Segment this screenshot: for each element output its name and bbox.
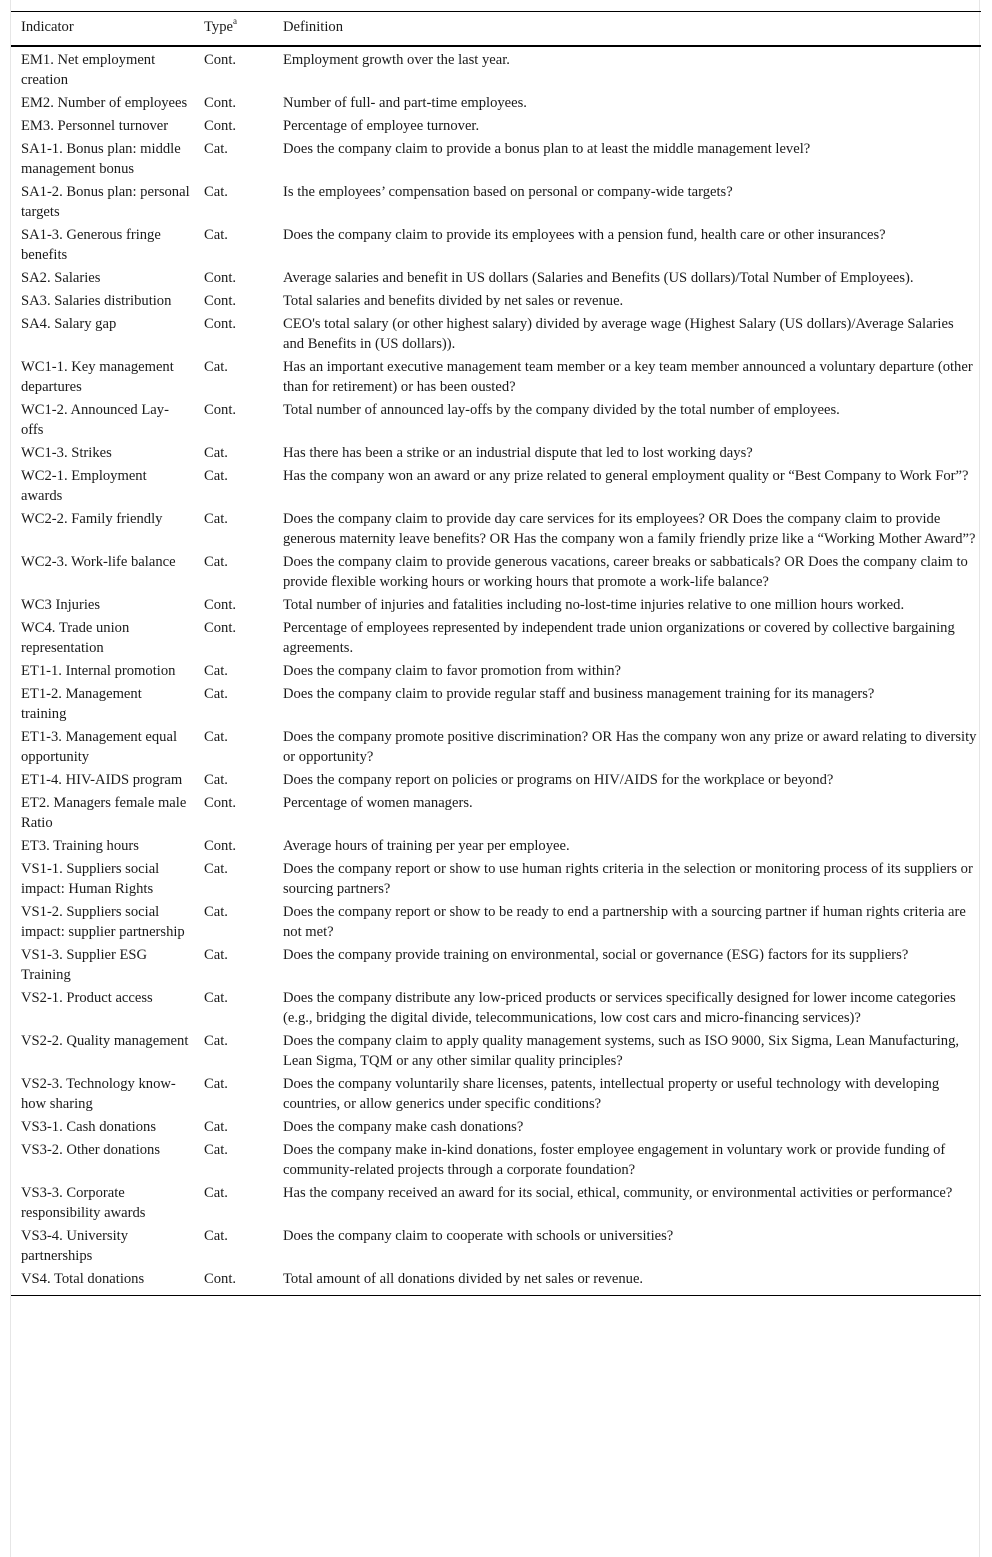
cell-indicator: ET1-1. Internal promotion	[21, 663, 176, 679]
table-row	[11, 858, 981, 901]
cell-indicator: WC4. Trade union representation	[21, 620, 130, 656]
cell-definition: Does the company provide training on environmental, social or governance (ESG) factors for its suppliers?	[283, 947, 909, 963]
cell-type: Cont.	[194, 1268, 273, 1296]
cell-indicator: SA1-3. Generous fringe benefits	[21, 227, 161, 263]
header-type-footnote-marker: a	[232, 16, 237, 27]
cell-indicator: SA4. Salary gap	[21, 316, 117, 332]
cell-definition: Percentage of employee turnover.	[283, 118, 480, 134]
cell-definition: Is the employees’ compensation based on personal or company-wide targets?	[283, 184, 733, 200]
header-type	[194, 12, 273, 47]
cell-definition: Employment growth over the last year.	[283, 52, 510, 68]
header-indicator: Indicator	[11, 12, 194, 47]
cell-definition: Has there has been a strike or an industrial dispute that led to lost working days?	[283, 445, 753, 461]
cell-type: Cat.	[204, 511, 228, 527]
cell-definition: Does the company report on policies or programs on HIV/AIDS for the workplace or beyond?	[283, 772, 834, 788]
cell-indicator: WC2-2. Family friendly	[21, 511, 163, 527]
table-row	[11, 356, 981, 399]
table-row	[11, 399, 981, 442]
table-row	[11, 551, 981, 594]
cell-indicator: VS2-3. Technology know-how sharing	[21, 1076, 176, 1112]
cell-type: Cont.	[204, 118, 237, 134]
cell-type: Cont.	[204, 795, 237, 811]
cell-type: Cat.	[204, 861, 228, 877]
cell-definition: Does the company claim to apply quality management systems, such as ISO 9000, Six Sigma, Lean Manufacturing, Lean Sigma, TQM or any other similar quality principles?	[283, 1033, 960, 1069]
cell-definition: Does the company promote positive discrimination? OR Has the company won any prize or award relating to diversity or opportunity?	[283, 729, 977, 765]
table-row	[11, 313, 981, 356]
cell-type: Cat.	[204, 184, 228, 200]
table-body	[11, 46, 981, 1296]
table-row	[11, 465, 981, 508]
cell-type: Cat.	[204, 947, 228, 963]
cell-type: Cat.	[204, 729, 228, 745]
cell-definition: Has the company won an award or any prize related to general employment quality or “Best Company to Work For”?	[283, 468, 969, 484]
table-row	[11, 138, 981, 181]
indicator-table	[11, 11, 981, 1296]
cell-type: Cat.	[204, 227, 228, 243]
cell-definition: Total amount of all donations divided by net sales or revenue.	[273, 1268, 981, 1296]
cell-definition: CEO's total salary (or other highest salary) divided by average wage (Highest Salary (US dollars)/Average Salaries and Benefits in (US dollars)).	[283, 316, 954, 352]
cell-indicator: VS3-2. Other donations	[21, 1142, 161, 1158]
cell-type: Cat.	[204, 1033, 228, 1049]
cell-type: Cat.	[204, 904, 228, 920]
cell-type: Cat.	[204, 772, 228, 788]
cell-definition: Has an important executive management team member or a key team member announced a voluntary departure (other than for retirement) or has been ousted?	[283, 359, 973, 395]
cell-definition: Does the company make in-kind donations, foster employee engagement in voluntary work or provide funding of community-related projects through a corporate foundation?	[283, 1142, 946, 1178]
cell-type: Cont.	[204, 402, 237, 418]
cell-type: Cat.	[204, 1076, 228, 1092]
cell-indicator: WC1-1. Key management departures	[21, 359, 174, 395]
table-row	[11, 1073, 981, 1116]
table-container	[10, 0, 980, 1557]
table-row	[11, 683, 981, 726]
cell-definition: Percentage of employees represented by independent trade union organizations or covered by collective bargaining agreements.	[283, 620, 955, 656]
table-row	[11, 290, 981, 313]
cell-indicator: WC2-1. Employment awards	[21, 468, 147, 504]
cell-definition: Does the company claim to provide day care services for its employees? OR Does the company claim to provide generous maternity leave benefits? OR Has the company won a family friendly prize like a “Working Mother Award”?	[283, 511, 976, 547]
cell-definition: Does the company claim to favor promotion from within?	[283, 663, 622, 679]
cell-type: Cat.	[204, 359, 228, 375]
cell-type: Cat.	[204, 468, 228, 484]
table-row	[11, 1030, 981, 1073]
cell-type: Cont.	[204, 95, 237, 111]
table-row	[11, 181, 981, 224]
header-definition: Definition	[273, 12, 981, 47]
cell-indicator: VS1-1. Suppliers social impact: Human Rights	[21, 861, 160, 897]
table-row	[11, 1225, 981, 1268]
cell-definition: Does the company distribute any low-priced products or services specifically designed for lower income categories (e.g., bridging the digital divide, telecommunications, low cost cars and micro-financing services)?	[283, 990, 956, 1026]
table-header-row	[11, 12, 981, 47]
table-row	[11, 1268, 981, 1296]
table-row	[11, 792, 981, 835]
cell-definition: Total number of announced lay-offs by the company divided by the total number of employees.	[283, 402, 840, 418]
cell-indicator: WC3 Injuries	[21, 597, 101, 613]
cell-indicator: ET3. Training hours	[21, 838, 139, 854]
cell-type: Cont.	[204, 838, 237, 854]
cell-definition: Does the company claim to provide a bonus plan to at least the middle management level?	[283, 141, 811, 157]
cell-definition: Does the company make cash donations?	[283, 1119, 524, 1135]
table-row	[11, 46, 981, 92]
table-row	[11, 726, 981, 769]
table-row	[11, 835, 981, 858]
table-row	[11, 442, 981, 465]
cell-indicator: EM2. Number of employees	[21, 95, 188, 111]
table-row	[11, 267, 981, 290]
table-row	[11, 1139, 981, 1182]
cell-type: Cat.	[204, 990, 228, 1006]
cell-indicator: EM1. Net employment creation	[21, 52, 156, 88]
cell-definition: Average hours of training per year per employee.	[283, 838, 570, 854]
table-row	[11, 944, 981, 987]
cell-definition: Does the company claim to provide its employees with a pension fund, health care or other insurances?	[283, 227, 886, 243]
cell-type: Cont.	[204, 620, 237, 636]
cell-indicator: WC2-3. Work-life balance	[21, 554, 176, 570]
table-row	[11, 115, 981, 138]
cell-indicator: ET1-4. HIV-AIDS program	[21, 772, 183, 788]
cell-indicator: ET1-3. Management equal opportunity	[21, 729, 178, 765]
cell-indicator: SA1-2. Bonus plan: personal targets	[21, 184, 190, 220]
cell-definition: Does the company report or show to be ready to end a partnership with a sourcing partner if human rights criteria are not met?	[283, 904, 966, 940]
cell-type: Cat.	[204, 554, 228, 570]
header-type-label: Type	[204, 19, 233, 35]
cell-definition: Does the company claim to provide regular staff and business management training for its managers?	[283, 686, 875, 702]
cell-indicator: WC1-3. Strikes	[21, 445, 112, 461]
cell-indicator: VS2-2. Quality management	[21, 1033, 189, 1049]
cell-indicator: ET1-2. Management training	[21, 686, 142, 722]
cell-type: Cat.	[204, 686, 228, 702]
cell-type: Cont.	[204, 270, 237, 286]
cell-definition: Has the company received an award for its social, ethical, community, or environmental activities or performance?	[283, 1185, 953, 1201]
table-row	[11, 1116, 981, 1139]
cell-type: Cat.	[204, 141, 228, 157]
table-row	[11, 594, 981, 617]
cell-indicator: VS3-3. Corporate responsibility awards	[21, 1185, 146, 1221]
cell-definition: Average salaries and benefit in US dollars (Salaries and Benefits (US dollars)/Total Number of Employees).	[283, 270, 914, 286]
table-row	[11, 769, 981, 792]
cell-definition: Does the company report or show to use human rights criteria in the selection or monitoring process of its suppliers or sourcing partners?	[283, 861, 973, 897]
cell-indicator: SA2. Salaries	[21, 270, 101, 286]
cell-definition: Does the company claim to provide generous vacations, career breaks or sabbaticals? OR Does the company claim to provide flexible working hours or working hours that promote a work-life balance?	[283, 554, 968, 590]
cell-indicator: VS3-1. Cash donations	[21, 1119, 156, 1135]
cell-type: Cat.	[204, 1185, 228, 1201]
cell-indicator: VS1-2. Suppliers social impact: supplier partnership	[21, 904, 185, 940]
table-row	[11, 901, 981, 944]
table-row	[11, 617, 981, 660]
cell-definition: Does the company claim to cooperate with schools or universities?	[283, 1228, 674, 1244]
cell-type: Cat.	[204, 1142, 228, 1158]
cell-definition: Does the company voluntarily share licenses, patents, intellectual property or useful technology with developing countries, or allow generics under specific conditions?	[283, 1076, 940, 1112]
table-row	[11, 660, 981, 683]
cell-type: Cat.	[204, 1119, 228, 1135]
table-row	[11, 987, 981, 1030]
cell-indicator: VS2-1. Product access	[21, 990, 153, 1006]
table-row	[11, 508, 981, 551]
cell-definition: Total salaries and benefits divided by net sales or revenue.	[283, 293, 624, 309]
cell-indicator: VS1-3. Supplier ESG Training	[21, 947, 148, 983]
cell-definition: Total number of injuries and fatalities including no-lost-time injuries relative to one million hours worked.	[283, 597, 905, 613]
cell-indicator: VS4. Total donations	[11, 1268, 194, 1296]
table-row	[11, 1182, 981, 1225]
cell-indicator: WC1-2. Announced Lay-offs	[21, 402, 169, 438]
cell-indicator: ET2. Managers female male Ratio	[21, 795, 187, 831]
table-row	[11, 224, 981, 267]
cell-type: Cat.	[204, 445, 228, 461]
cell-definition: Percentage of women managers.	[283, 795, 473, 811]
cell-indicator: EM3. Personnel turnover	[21, 118, 169, 134]
cell-indicator: SA1-1. Bonus plan: middle management bonus	[21, 141, 181, 177]
cell-type: Cont.	[204, 597, 237, 613]
cell-type: Cat.	[204, 663, 228, 679]
cell-type: Cont.	[204, 316, 237, 332]
cell-type: Cat.	[204, 1228, 228, 1244]
cell-type: Cont.	[204, 293, 237, 309]
cell-type: Cont.	[204, 52, 237, 68]
cell-indicator: VS3-4. University partnerships	[21, 1228, 129, 1264]
cell-indicator: SA3. Salaries distribution	[21, 293, 172, 309]
cell-definition: Number of full- and part-time employees.	[283, 95, 527, 111]
table-row	[11, 92, 981, 115]
